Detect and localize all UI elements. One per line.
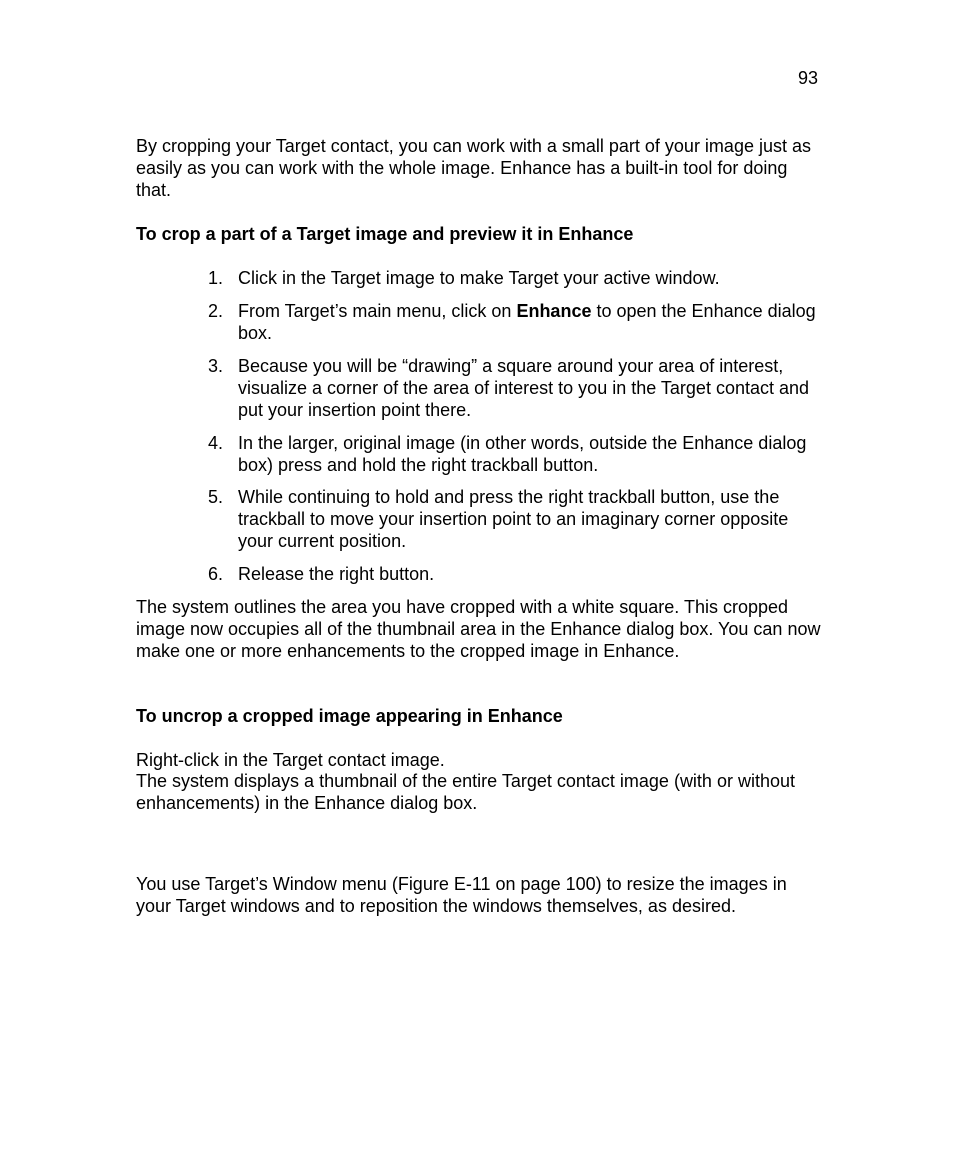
window-menu-paragraph: You use Target’s Window menu (Figure E-11 on page 100) to resize the images in your Target windows and to reposition the windows themselves, as desired.	[136, 874, 787, 916]
step-text-after: to open the Enhance dialog box.	[238, 301, 816, 343]
crop-heading: To crop a part of a Target image and preview it in Enhance	[136, 224, 634, 244]
step-text: In the larger, original image (in other words, outside the Enhance dialog box) press and hold the right trackball button.	[238, 433, 807, 475]
enhance-menu-term: Enhance	[516, 301, 592, 321]
uncrop-heading: To uncrop a cropped image appearing in Enhance	[136, 706, 563, 726]
step-number: 1.	[207, 268, 223, 288]
step-number: 3.	[207, 356, 223, 376]
step-number: 2.	[207, 301, 223, 321]
step-text-before: From Target’s main menu, click on	[238, 301, 517, 321]
step-text: Click in the Target image to make Target your active window.	[238, 268, 720, 288]
intro-paragraph: By cropping your Target contact, you can work with a small part of your image just as easily as you can work with the whole image. Enhance has a built-in tool for doing that.	[136, 136, 811, 200]
uncrop-result: The system displays a thumbnail of the entire Target contact image (with or without enhancements) in the Enhance dialog box.	[136, 771, 795, 813]
step-text: Because you will be “drawing” a square around your area of interest, visualize a corner of the area of interest to you in the Target contact and put your insertion point there.	[238, 356, 810, 420]
step-number: 6.	[207, 564, 223, 584]
step-text: While continuing to hold and press the right trackball button, use the trackball to move your insertion point to an imaginary corner opposite your current position.	[238, 487, 789, 551]
step-number: 4.	[207, 433, 223, 453]
uncrop-instruction: Right-click in the Target contact image.	[136, 750, 445, 770]
step-text	[238, 300, 820, 344]
step-text: Release the right button.	[238, 564, 435, 584]
step-number: 5.	[207, 487, 223, 507]
after-steps-paragraph: The system outlines the area you have cropped with a white square. This cropped image now occupies all of the thumbnail area in the Enhance dialog box. You can now make one or more enhancements to the cropped image in Enhance.	[136, 597, 821, 661]
page-number: 93	[797, 68, 818, 88]
